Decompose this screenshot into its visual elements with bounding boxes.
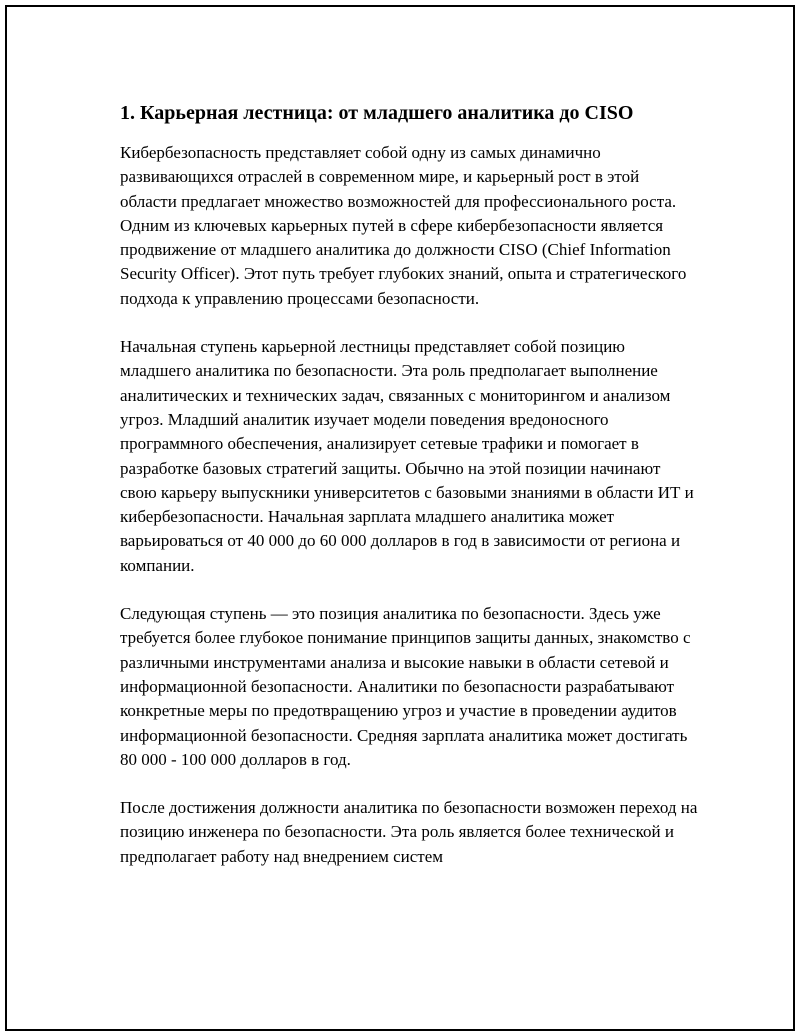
document-body xyxy=(120,99,700,893)
paragraph-security-analyst: Следующая ступень — это позиция аналитика по безопасности. Здесь уже требуется более глубокое понимание принципов защиты данных, знакомство с различными инструментами анализа и высокие навыки в области сетевой и информационной безопасности. Аналитики по безопасности разрабатывают конкретные меры по предотвращению угроз и участие в проведении аудитов информационной безопасности. Средняя зарплата аналитика может достигать 80 000 - 100 000 долларов в год. xyxy=(120,604,691,769)
paragraph-security-engineer: После достижения должности аналитика по безопасности возможен переход на позицию инженера по безопасности. Эта роль является более технической и предполагает работу над внедрением систем xyxy=(120,798,698,866)
paragraph-intro: Кибербезопасность представляет собой одну из самых динамично развивающихся отраслей в современном мире, и карьерный рост в этой области предлагает множество возможностей для профессионального роста. Одним из ключевых карьерных путей в сфере кибербезопасности является продвижение от младшего аналитика до должности CISO (Chief Information Security Officer). Этот путь требует глубоких знаний, опыта и стратегического подхода к управлению процессами безопасности. xyxy=(120,143,687,308)
paragraph-junior-analyst: Начальная ступень карьерной лестницы представляет собой позицию младшего аналитика по безопасности. Эта роль предполагает выполнение аналитических и технических задач, связанных с мониторингом и анализом угроз. Младший аналитик изучает модели поведения вредоносного программного обеспечения, анализирует сетевые трафики и помогает в разработке базовых стратегий защиты. Обычно на этой позиции начинают свою карьеру выпускники университетов с базовыми знаниями в области ИТ и кибербезопасности. Начальная зарплата младшего аналитика может варьироваться от 40 000 до 60 000 долларов в год в зависимости от региона и компании. xyxy=(120,337,694,575)
section-heading: 1. Карьерная лестница: от младшего аналитика до CISO xyxy=(120,102,634,124)
document-page xyxy=(5,5,795,1031)
